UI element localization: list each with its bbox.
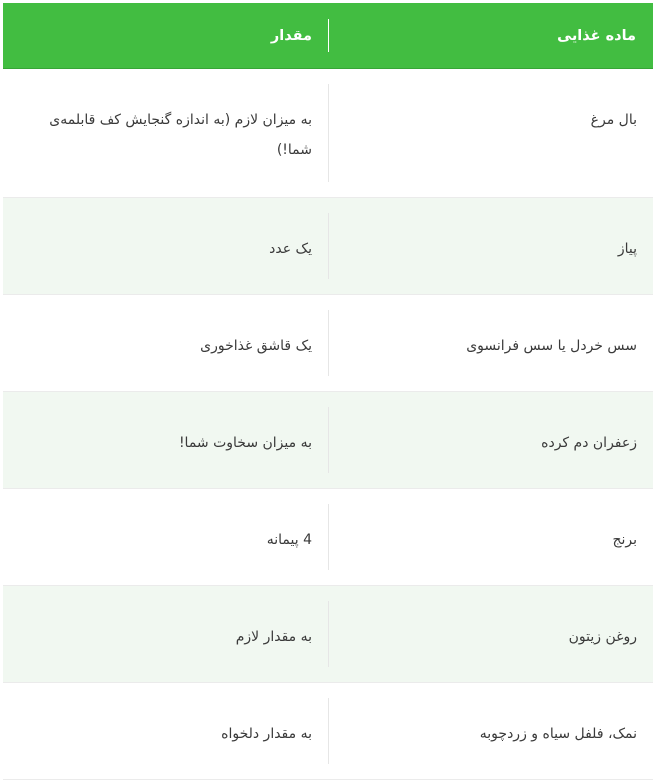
table-row [3, 392, 653, 489]
amount-cell: 4 پیمانه [266, 532, 312, 548]
header-amount: مقدار [270, 27, 312, 44]
ingredient-cell: پیاز [328, 198, 653, 294]
amount-cell: به میزان سخاوت شما! [178, 435, 312, 451]
table-row [3, 683, 653, 780]
ingredient-cell: سس خردل یا سس فرانسوی [328, 295, 653, 391]
ingredient-cell: روغن زیتون [328, 586, 653, 682]
amount-cell: به مقدار دلخواه [221, 726, 312, 742]
ingredient-cell: نمک، فلفل سیاه و زردچوبه [328, 683, 653, 779]
ingredients-table [3, 3, 653, 780]
ingredient-cell: زعفران دم کرده [328, 392, 653, 488]
table-row [3, 198, 653, 295]
ingredient-cell: برنج [328, 489, 653, 585]
amount-cell: به میزان لازم (به اندازه گنجایش کف قابلمه‌ی شما!) [49, 112, 312, 158]
table-row [3, 69, 653, 198]
ingredient-cell: بال مرغ [328, 69, 653, 197]
table-row [3, 489, 653, 586]
amount-cell: به مقدار لازم [235, 629, 312, 645]
table-row [3, 295, 653, 392]
table-header [3, 3, 653, 69]
header-ingredient: ماده غذایی [328, 19, 653, 52]
table-row [3, 586, 653, 683]
amount-cell: یک عدد [269, 241, 312, 257]
amount-cell: یک قاشق غذاخوری [200, 338, 312, 354]
